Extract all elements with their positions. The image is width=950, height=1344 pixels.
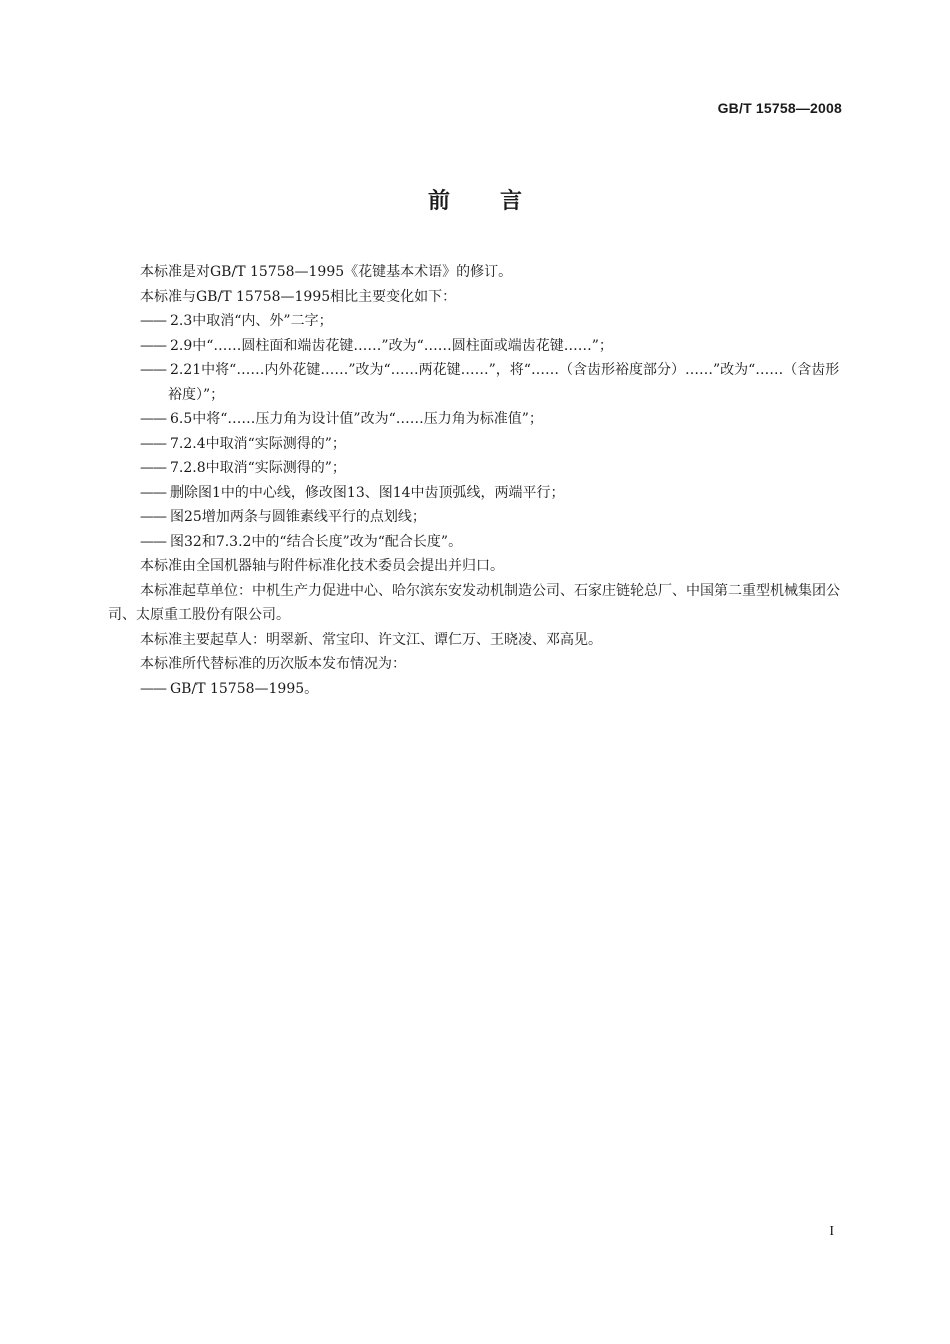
change-text: 2.3中取消“内、外”二字； (170, 313, 333, 329)
change-item (108, 456, 846, 481)
change-text: 7.2.4中取消“实际测得的”； (170, 435, 346, 452)
dash-mark: —— (140, 313, 166, 329)
change-text: 7.2.8中取消“实际测得的”； (170, 460, 346, 476)
change-text: 2.9中“……圆柱面和端齿花键……”改为“……圆柱面或端齿花键……”； (170, 337, 613, 354)
change-text: 图25增加两条与圆锥素线平行的点划线； (170, 509, 426, 525)
changes-intro: 本标准与GB/T 15758—1995相比主要变化如下： (140, 288, 457, 305)
drafting-units: 本标准起草单位：中机生产力促进中心、哈尔滨东安发动机制造公司、石家庄链轮总厂、中国第二重型机械集团公司、太原重工股份有限公司。 (108, 582, 840, 623)
change-item (108, 481, 846, 506)
dash-mark: —— (140, 460, 166, 476)
dash-mark: —— (140, 680, 166, 697)
dash-mark: —— (140, 533, 166, 550)
dash-mark: —— (140, 362, 166, 378)
page-number: I (829, 1224, 834, 1239)
change-text: 6.5中将“……压力角为设计值”改为“……压力角为标准值”； (170, 411, 543, 427)
dash-mark: —— (140, 337, 166, 354)
change-item (108, 505, 846, 530)
change-item (108, 407, 846, 432)
change-item (108, 334, 846, 359)
drafters: 本标准主要起草人：明翠新、常宝印、许文江、谭仁万、王晓凌、邓高见。 (140, 631, 602, 648)
change-item (108, 309, 846, 334)
history-text: GB/T 15758—1995。 (170, 680, 319, 697)
dash-mark: —— (140, 435, 166, 452)
dash-mark: —— (140, 484, 166, 501)
change-item (108, 530, 846, 555)
revision-statement: 本标准是对GB/T 15758—1995《花键基本术语》的修订。 (140, 264, 513, 280)
proposer-statement: 本标准由全国机器轴与附件标准化技术委员会提出并归口。 (140, 558, 504, 574)
change-text: 删除图1中的中心线，修改图13、图14中齿顶弧线，两端平行； (170, 484, 565, 501)
dash-mark: —— (140, 509, 166, 525)
document-body (108, 260, 846, 701)
change-text: 2.21中将“……内外花键……”改为“……两花键……”，将“……（含齿形裕度部分）……”改为“……（含齿形裕度）”； (168, 362, 840, 403)
page-title: 前言 (427, 189, 572, 214)
dash-mark: —— (140, 411, 166, 427)
change-item (108, 358, 846, 407)
history-intro: 本标准所代替标准的历次版本发布情况为： (140, 656, 406, 672)
change-text: 图32和7.3.2中的“结合长度”改为“配合长度”。 (170, 533, 463, 550)
standard-number: GB/T 15758—2008 (717, 100, 842, 116)
history-item (108, 677, 846, 702)
change-item (108, 432, 846, 457)
